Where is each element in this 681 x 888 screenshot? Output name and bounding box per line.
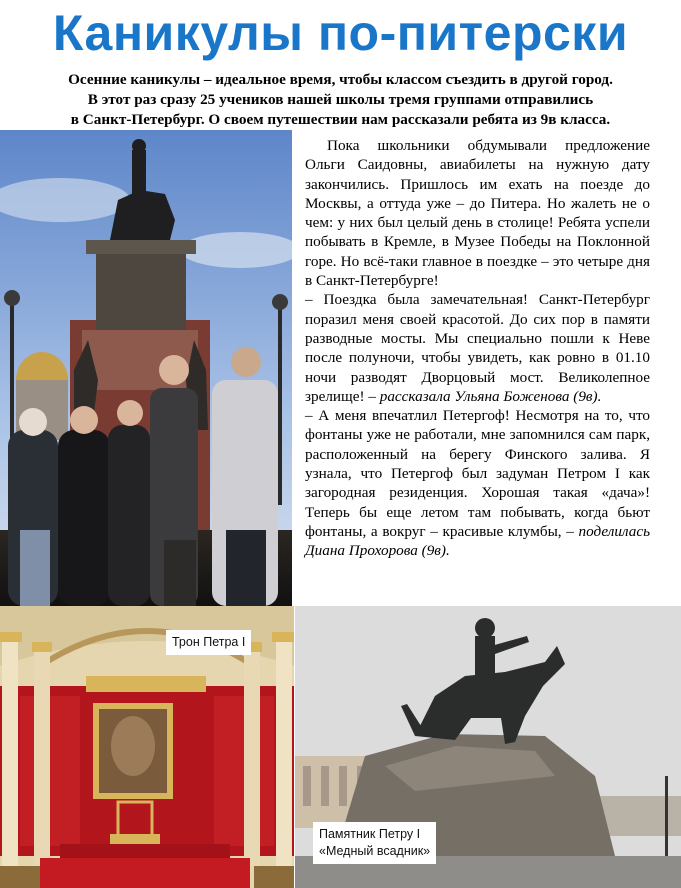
quote-paragraph (305, 406, 650, 560)
quote-attribution: поделилась Диана Прохорова (9в). (305, 522, 650, 560)
article-body (305, 136, 650, 561)
page-title: Каникулы по-питерски (52, 5, 629, 61)
quote-paragraph (305, 290, 650, 406)
horseman-caption (313, 822, 436, 864)
lead-line: в Санкт-Петербург. О своем путешествии нам рассказали ребята из 9в класса. (70, 111, 611, 128)
throne-caption: Трон Петра I (166, 630, 251, 655)
article-paragraph: Пока школьники обдумывали предложение Ольги Саидовны, авиабилеты на нужную дату закончились. Пришлось им ехать на поезде до Москвы, а оттуда уже – до Питера. Но жалеть не о чем: у них был целый день в столице! Ребята успели побывать в Кремле, в Музее Победы на Поклонной горе. Но всё-таки главное в поездке – это четыре дня в Санкт-Петербурге! (305, 137, 650, 290)
group-photo (0, 130, 292, 606)
caption-line: Памятник Петру I (319, 827, 421, 841)
lead-line: В этот раз сразу 25 учеников нашей школы тремя группами отправились (87, 91, 594, 108)
lead-line: Осенние каникулы – идеальное время, чтобы классом съездить в другой город. (68, 71, 613, 88)
caption-line: «Медный всадник» (319, 844, 431, 858)
lead-paragraph (10, 70, 671, 130)
quote-text: – Поездка была замечательная! Санкт-Петербург поразил меня своей красотой. До сих пор в памяти разводные мосты. Мы специально пошли к Неве после полуночи, чтобы увидеть, как ровно в 01.10 ночи разводят Дворцовый мост. Великолепное зрелище! – (305, 291, 650, 405)
quote-text: – А меня впечатлил Петергоф! Несмотря на то, что фонтаны уже не работали, мне запомнился сам парк, расположенный на берегу Финского залива. Я узнала, что Петергоф был задуман Петром I как загородная резиденция. Хорошая такая «дача»! Теперь бы еще летом там побывать, когда бьют фонтаны, а вокруг – красивые клумбы, – (305, 407, 650, 540)
quote-attribution: рассказала Ульяна Боженова (9в). (379, 387, 602, 405)
